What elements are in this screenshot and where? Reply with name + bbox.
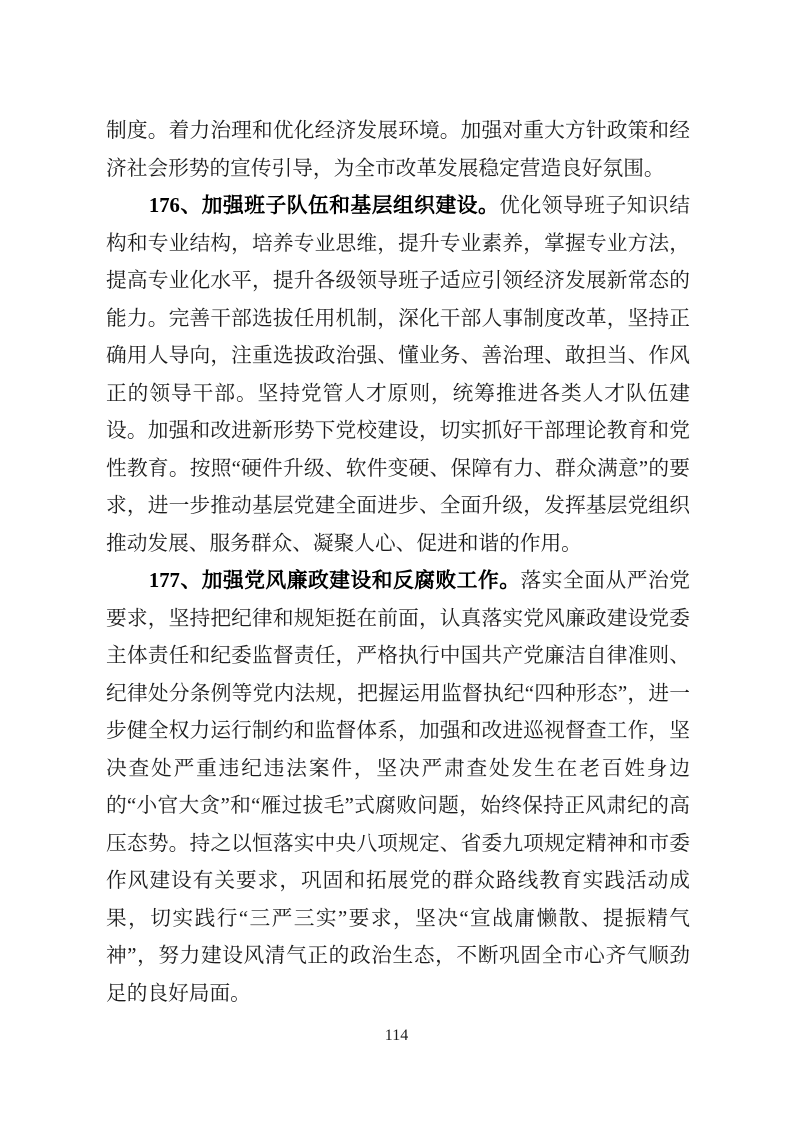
section-heading-176: 176、加强班子队伍和基层组织建设。 (148, 195, 500, 217)
text-block (106, 113, 690, 1013)
paragraph-text: 落实全面从严治党要求，坚持把纪律和规矩挺在前面，认真落实党风廉政建设党委主体责任和纪委监督责任，严格执行中国共产党廉洁自律准则、纪律处分条例等党内法规，把握运用监督执纪“四种形态”，进一步健全权力运行制约和监督体系，加强和改进巡视督查工作，坚决查处严重违纪违法案件，坚决严肃查处发生在老百姓身边的“小官大贪”和“雁过拔毛”式腐败问题，始终保持正风肃纪的高压态势。持之以恒落实中央八项规定、省委九项规定精神和市委作风建设有关要求，巩固和拓展党的群众路线教育实践活动成果，切实践行“三严三实”要求，坚决“宣战庸懒散、提振精气神”，努力建设风清气正的政治生态，不断巩固全市心齐气顺劲足的良好局面。 (106, 570, 690, 1005)
page-number: 114 (384, 1027, 409, 1044)
paragraph-text: 制度。着力治理和优化经济发展环境。加强对重大方针政策和经济社会形势的宣传引导，为全市改革发展稳定营造良好氛围。 (106, 120, 690, 180)
paragraph-section-176 (106, 188, 690, 563)
paragraph-text: 优化领导班子知识结构和专业结构，培养专业思维，提升专业素养，掌握专业方法，提高专业化水平，提升各级领导班子适应引领经济发展新常态的能力。完善干部选拔任用机制，深化干部人事制度改革，坚持正确用人导向，注重选拔政治强、懂业务、善治理、敢担当、作风正的领导干部。坚持党管人才原则，统筹推进各类人才队伍建设。加强和改进新形势下党校建设，切实抓好干部理论教育和党性教育。按照“硬件升级、软件变硬、保障有力、群众满意”的要求，进一步推动基层党建全面进步、全面升级，发挥基层党组织推动发展、服务群众、凝聚人心、促进和谐的作用。 (106, 195, 690, 555)
paragraph-section-177 (106, 563, 690, 1013)
paragraph-continuation (106, 113, 690, 188)
section-heading-177: 177、加强党风廉政建设和反腐败工作。 (148, 570, 521, 592)
